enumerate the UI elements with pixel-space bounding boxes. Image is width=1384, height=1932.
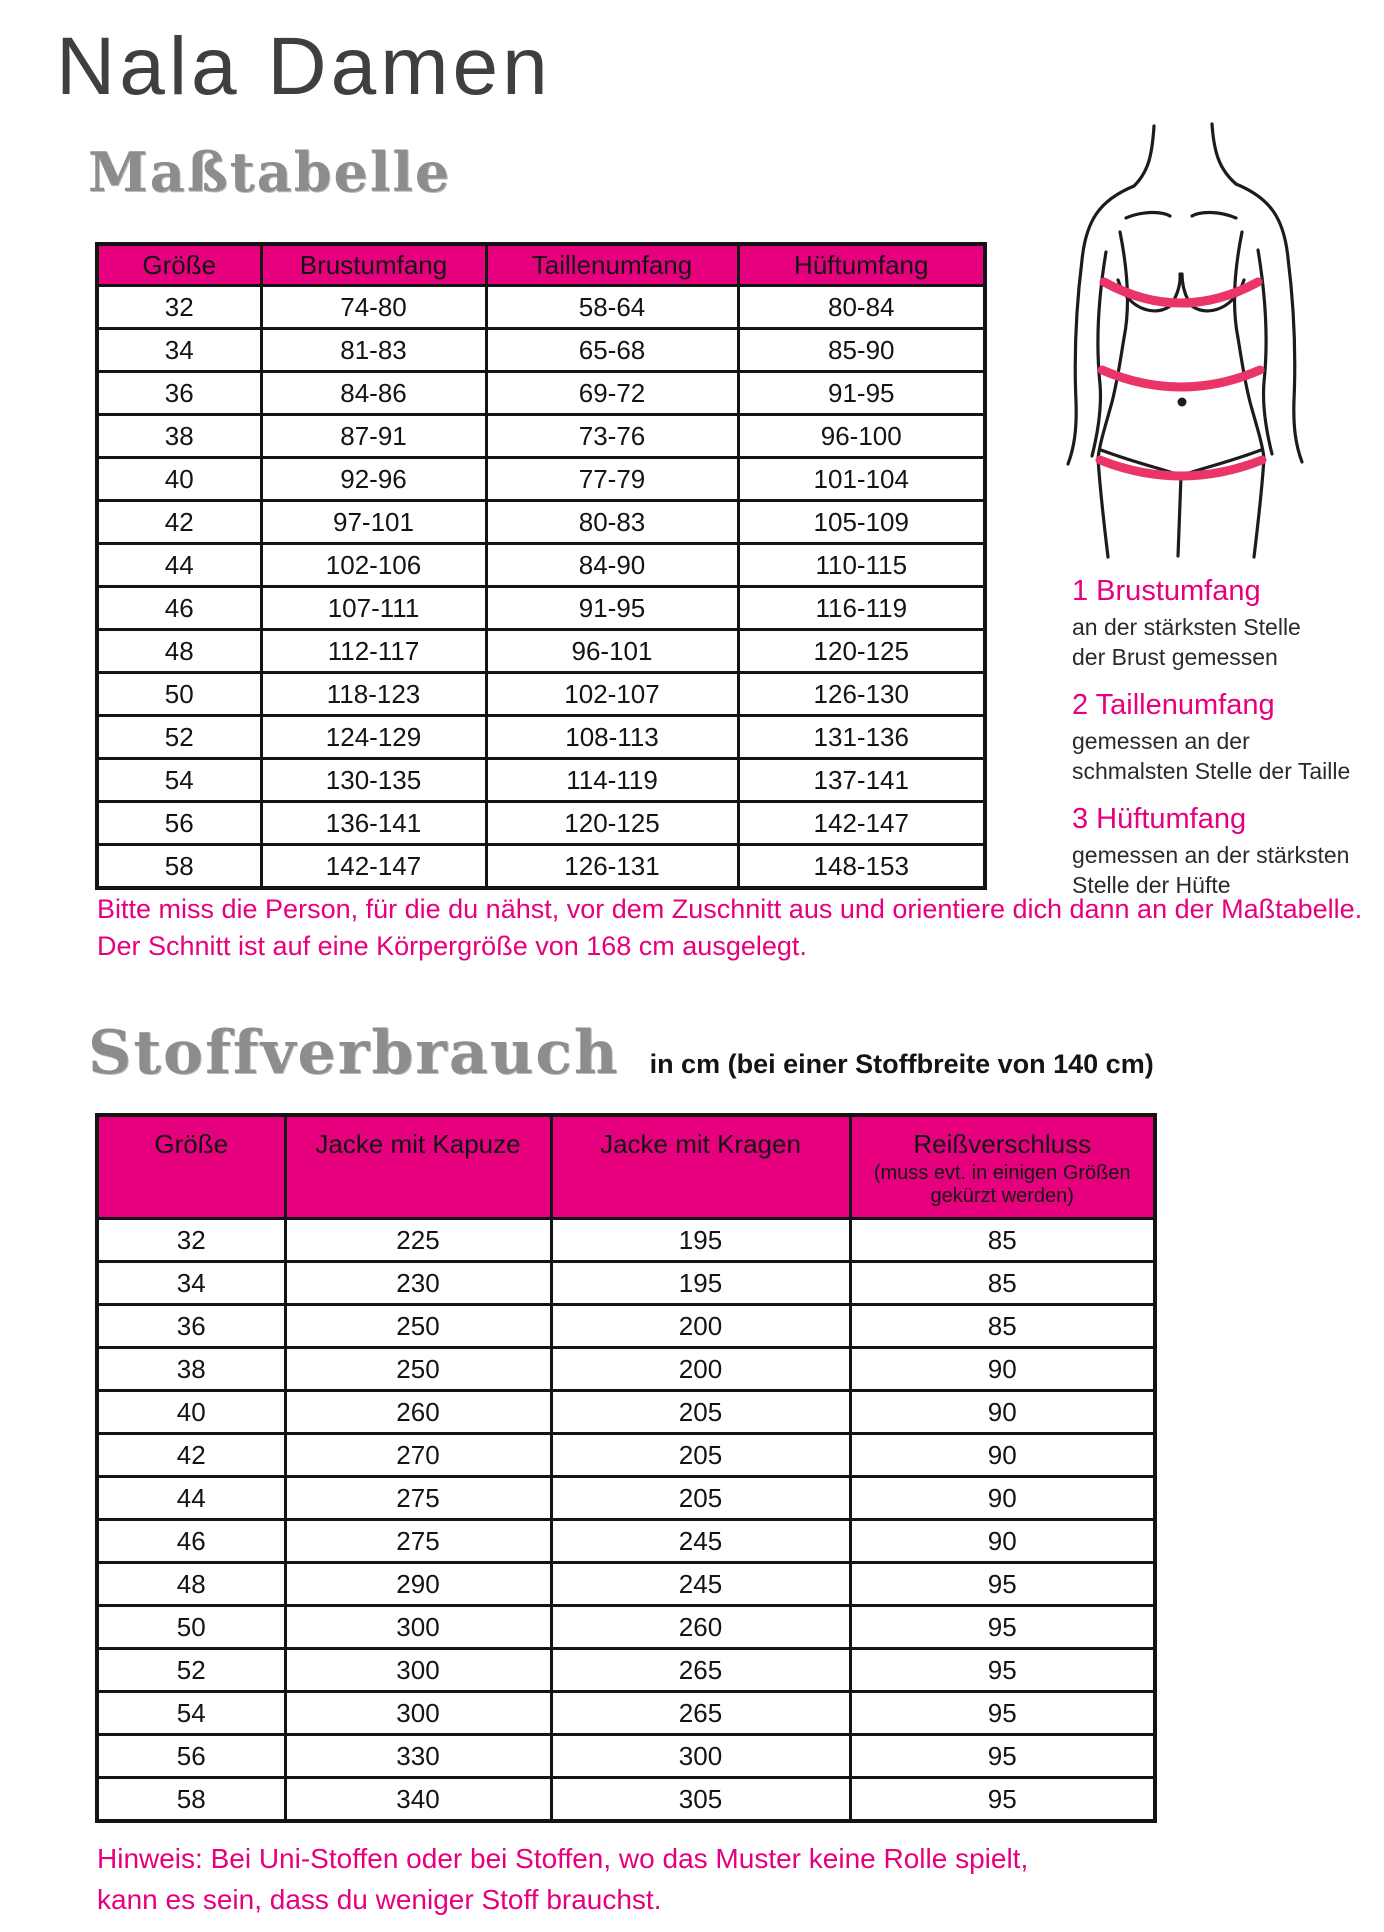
header-row — [97, 1115, 1155, 1219]
table-cell: 90 — [850, 1477, 1155, 1520]
zipper-header-title: Reißverschluss — [913, 1129, 1092, 1159]
table-cell: 48 — [97, 630, 261, 673]
column-header-bust: Brustumfang — [261, 244, 486, 286]
table-cell: 77-79 — [486, 458, 738, 501]
table-cell: 275 — [285, 1520, 551, 1563]
table-cell: 90 — [850, 1434, 1155, 1477]
table-cell: 34 — [97, 329, 261, 372]
table-cell: 265 — [551, 1692, 850, 1735]
table-cell: 245 — [551, 1563, 850, 1606]
table-cell: 91-95 — [486, 587, 738, 630]
fabric-table-heading: Stoffverbrauch — [88, 1018, 620, 1088]
table-cell: 97-101 — [261, 501, 486, 544]
table-cell: 74-80 — [261, 286, 486, 329]
table-cell: 265 — [551, 1649, 850, 1692]
table-cell: 107-111 — [261, 587, 486, 630]
table-cell: 126-130 — [738, 673, 985, 716]
zipper-header-note: (muss evt. in einigen Größen gekürzt werden) — [873, 1162, 1131, 1207]
table-cell: 96-100 — [738, 415, 985, 458]
table-cell: 54 — [97, 1692, 285, 1735]
table-cell: 195 — [551, 1262, 850, 1305]
table-cell: 250 — [285, 1305, 551, 1348]
table-cell: 270 — [285, 1434, 551, 1477]
annotation-bust-line2: der Brust gemessen — [1072, 644, 1278, 670]
table-cell: 275 — [285, 1477, 551, 1520]
table-cell: 90 — [850, 1520, 1155, 1563]
table-cell: 340 — [285, 1778, 551, 1822]
table-row — [97, 587, 985, 630]
table-cell: 48 — [97, 1563, 285, 1606]
table-row — [97, 802, 985, 845]
annotation-hip-line2: Stelle der Hüfte — [1072, 872, 1231, 898]
annotation-waist — [1072, 688, 1384, 786]
table-cell: 36 — [97, 1305, 285, 1348]
table-cell: 110-115 — [738, 544, 985, 587]
table-row — [97, 1649, 1155, 1692]
table-cell: 116-119 — [738, 587, 985, 630]
table-row — [97, 1391, 1155, 1434]
table-cell: 50 — [97, 1606, 285, 1649]
table-cell: 32 — [97, 286, 261, 329]
table-cell: 300 — [285, 1606, 551, 1649]
fabric-table — [95, 1113, 1157, 1823]
annotation-waist-heading: 2 Taillenumfang — [1072, 689, 1275, 721]
table-cell: 85 — [850, 1219, 1155, 1262]
table-cell: 142-147 — [261, 845, 486, 889]
table-row — [97, 415, 985, 458]
table-row — [97, 544, 985, 587]
annotation-hip-line1: gemessen an der stärksten — [1072, 842, 1350, 868]
table-cell: 105-109 — [738, 501, 985, 544]
table-cell: 46 — [97, 1520, 285, 1563]
table-cell: 131-136 — [738, 716, 985, 759]
table-cell: 40 — [97, 458, 261, 501]
column-header-collar-jacket: Jacke mit Kragen — [551, 1115, 850, 1219]
column-header-hip: Hüftumfang — [738, 244, 985, 286]
table-row — [97, 1563, 1155, 1606]
table-cell: 44 — [97, 544, 261, 587]
table-cell: 52 — [97, 716, 261, 759]
table-row — [97, 1606, 1155, 1649]
torso-outline — [1068, 124, 1302, 557]
table-cell: 50 — [97, 673, 261, 716]
measurement-table-header — [97, 244, 985, 286]
column-header-size: Größe — [97, 1115, 285, 1219]
measurement-table — [95, 242, 987, 890]
navel-dot — [1178, 398, 1187, 407]
table-cell: 205 — [551, 1391, 850, 1434]
table-row — [97, 372, 985, 415]
fabric-heading-row — [88, 1018, 1154, 1088]
fabric-table-body — [97, 1219, 1155, 1822]
table-cell: 120-125 — [738, 630, 985, 673]
table-cell: 38 — [97, 415, 261, 458]
table-cell: 85 — [850, 1305, 1155, 1348]
table-cell: 245 — [551, 1520, 850, 1563]
page-title: Nala Damen — [56, 21, 552, 112]
annotation-bust — [1072, 574, 1384, 672]
table-cell: 142-147 — [738, 802, 985, 845]
table-cell: 80-83 — [486, 501, 738, 544]
table-cell: 95 — [850, 1606, 1155, 1649]
table-cell: 330 — [285, 1735, 551, 1778]
table-row — [97, 673, 985, 716]
table-row — [97, 716, 985, 759]
table-row — [97, 845, 985, 889]
table-cell: 38 — [97, 1348, 285, 1391]
annotation-bust-heading: 1 Brustumfang — [1072, 575, 1261, 607]
annotation-waist-line1: gemessen an der — [1072, 728, 1250, 754]
measuring-instructions — [97, 891, 1362, 965]
table-cell: 65-68 — [486, 329, 738, 372]
table-cell: 250 — [285, 1348, 551, 1391]
table-cell: 124-129 — [261, 716, 486, 759]
table-cell: 58 — [97, 1778, 285, 1822]
table-cell: 114-119 — [486, 759, 738, 802]
table-cell: 85-90 — [738, 329, 985, 372]
table-cell: 205 — [551, 1434, 850, 1477]
table-cell: 148-153 — [738, 845, 985, 889]
table-cell: 120-125 — [486, 802, 738, 845]
table-cell: 52 — [97, 1649, 285, 1692]
measurement-annotations — [1072, 574, 1384, 900]
table-cell: 95 — [850, 1778, 1155, 1822]
table-cell: 300 — [285, 1649, 551, 1692]
table-cell: 69-72 — [486, 372, 738, 415]
column-header-zipper — [850, 1115, 1155, 1219]
instructions-line1: Bitte miss die Person, für die du nähst, vor dem Zuschnitt aus und orientiere dich dann an der Maßtabelle. — [97, 894, 1363, 924]
table-row — [97, 1735, 1155, 1778]
table-cell: 118-123 — [261, 673, 486, 716]
fabric-table-subtitle: in cm (bei einer Stoffbreite von 140 cm) — [649, 1049, 1154, 1079]
table-cell: 56 — [97, 1735, 285, 1778]
table-cell: 73-76 — [486, 415, 738, 458]
table-cell: 136-141 — [261, 802, 486, 845]
header-row — [97, 244, 985, 286]
measurement-table-body — [97, 286, 985, 889]
table-cell: 195 — [551, 1219, 850, 1262]
table-cell: 42 — [97, 501, 261, 544]
column-header-waist: Taillenumfang — [486, 244, 738, 286]
table-cell: 90 — [850, 1391, 1155, 1434]
instructions-line2: Der Schnitt ist auf eine Körpergröße von 168 cm ausgelegt. — [97, 931, 807, 961]
table-row — [97, 1305, 1155, 1348]
table-cell: 85 — [850, 1262, 1155, 1305]
table-cell: 290 — [285, 1563, 551, 1606]
hip-measure-line — [1100, 460, 1262, 476]
table-cell: 300 — [285, 1692, 551, 1735]
table-cell: 225 — [285, 1219, 551, 1262]
table-cell: 84-86 — [261, 372, 486, 415]
table-cell: 305 — [551, 1778, 850, 1822]
table-cell: 32 — [97, 1219, 285, 1262]
table-row — [97, 1778, 1155, 1822]
table-cell: 95 — [850, 1649, 1155, 1692]
table-cell: 81-83 — [261, 329, 486, 372]
table-row — [97, 286, 985, 329]
waist-measure-line — [1102, 370, 1260, 387]
table-cell: 200 — [551, 1348, 850, 1391]
table-cell: 91-95 — [738, 372, 985, 415]
table-cell: 42 — [97, 1434, 285, 1477]
table-row — [97, 630, 985, 673]
body-measurement-figure — [1048, 112, 1316, 560]
table-cell: 260 — [551, 1606, 850, 1649]
fabric-hint — [97, 1838, 1028, 1920]
fabric-table-header — [97, 1115, 1155, 1219]
table-cell: 95 — [850, 1563, 1155, 1606]
table-cell: 102-107 — [486, 673, 738, 716]
table-cell: 40 — [97, 1391, 285, 1434]
table-cell: 44 — [97, 1477, 285, 1520]
table-row — [97, 1219, 1155, 1262]
annotation-hip — [1072, 802, 1384, 900]
column-header-size: Größe — [97, 244, 261, 286]
table-cell: 200 — [551, 1305, 850, 1348]
table-cell: 90 — [850, 1348, 1155, 1391]
table-cell: 58-64 — [486, 286, 738, 329]
table-cell: 101-104 — [738, 458, 985, 501]
table-row — [97, 1348, 1155, 1391]
table-cell: 46 — [97, 587, 261, 630]
table-cell: 84-90 — [486, 544, 738, 587]
table-row — [97, 1692, 1155, 1735]
table-cell: 58 — [97, 845, 261, 889]
column-header-hood-jacket: Jacke mit Kapuze — [285, 1115, 551, 1219]
table-cell: 260 — [285, 1391, 551, 1434]
table-cell: 112-117 — [261, 630, 486, 673]
table-cell: 34 — [97, 1262, 285, 1305]
annotation-bust-line1: an der stärksten Stelle — [1072, 614, 1301, 640]
table-cell: 130-135 — [261, 759, 486, 802]
table-row — [97, 1262, 1155, 1305]
hint-line2: kann es sein, dass du weniger Stoff brauchst. — [97, 1884, 662, 1915]
table-cell: 102-106 — [261, 544, 486, 587]
table-cell: 126-131 — [486, 845, 738, 889]
table-row — [97, 501, 985, 544]
table-row — [97, 1477, 1155, 1520]
table-row — [97, 329, 985, 372]
table-cell: 300 — [551, 1735, 850, 1778]
table-cell: 95 — [850, 1692, 1155, 1735]
table-row — [97, 458, 985, 501]
table-cell: 108-113 — [486, 716, 738, 759]
table-cell: 95 — [850, 1735, 1155, 1778]
table-cell: 56 — [97, 802, 261, 845]
table-cell: 80-84 — [738, 286, 985, 329]
table-row — [97, 1520, 1155, 1563]
table-cell: 230 — [285, 1262, 551, 1305]
table-cell: 54 — [97, 759, 261, 802]
table-cell: 137-141 — [738, 759, 985, 802]
table-cell: 36 — [97, 372, 261, 415]
table-cell: 92-96 — [261, 458, 486, 501]
table-row — [97, 759, 985, 802]
table-cell: 205 — [551, 1477, 850, 1520]
table-cell: 96-101 — [486, 630, 738, 673]
annotation-hip-heading: 3 Hüftumfang — [1072, 803, 1247, 835]
annotation-waist-line2: schmalsten Stelle der Taille — [1072, 758, 1351, 784]
measurement-table-heading: Maßtabelle — [88, 140, 452, 204]
table-cell: 87-91 — [261, 415, 486, 458]
hint-line1: Hinweis: Bei Uni-Stoffen oder bei Stoffen, wo das Muster keine Rolle spielt, — [97, 1843, 1029, 1874]
table-row — [97, 1434, 1155, 1477]
torso-illustration — [1048, 112, 1316, 560]
